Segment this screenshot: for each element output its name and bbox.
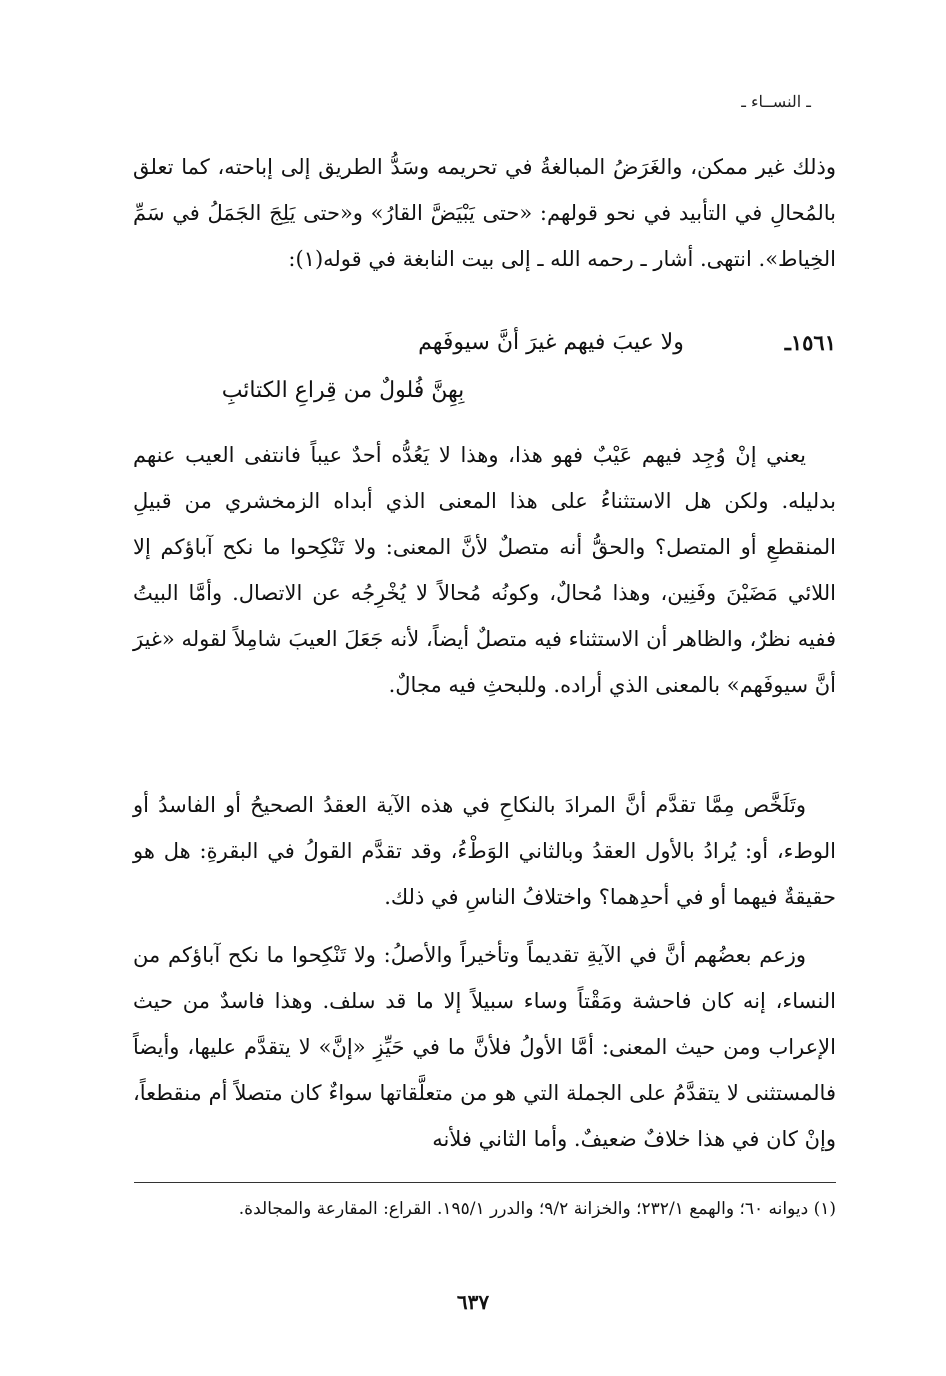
verse-line-2: بِهِنَّ فُلولٌ من قِراعِ الكتائبِ [221,378,465,403]
paragraph-2-text: يعني إنْ وُجِد فيهم عَيْبٌ فهو هذا، وهذا لا يَعُدُّه أحدٌ عيباً فانتفى العيب عنهم بدليله. ولكن هل الاستثناءُ على هذا المعنى الذي أبداه الزمخشري من قبيلِ المنقطعِ أو المتصل؟ والحقُّ أنه متصلٌ لأنَّ المعنى: ولا تَنْكِحوا ما نكح آباؤكم إلا اللائي مَضَيْنَ وفَنِين، وهذا مُحالٌ، وكونُه مُحالاً لا يُخْرِجُه عن الاتصال. وأمَّا البيتُ ففيه نظرٌ، والظاهر أن الاستثناء فيه متصلٌ أيضاً، لأنه جَعَلَ العيبَ شامِلاً لقوله «غيرَ أنَّ سيوفَهم» بالمعنى الذي أراده. وللبحثِ فيه مجالٌ. [133,443,836,697]
verse-number: ١٥٦١ـ [784,330,836,355]
footnote-divider [134,1182,836,1183]
paragraph-3 [133,782,836,920]
running-header: ـ النســاء ـ [741,92,811,111]
paragraph-1-text: وذلك غير ممكن، والغَرَضُ المبالغةُ في تحريمه وسَدُّ الطريق إلى إباحته، كما تعلق بالمُحالِ في التأبيد في نحو قولهم: «حتى يَبْيَضَّ القارُ» و«حتى يَلِجَ الجَمَلُ في سَمِّ الخِياط». انتهى. أشار ـ رحمه الله ـ إلى بيت النابغة في قوله(١): [133,155,836,271]
paragraph-1 [133,144,836,282]
paragraph-4 [133,932,836,1162]
page-number: ٦٣٧ [456,1290,490,1314]
paragraph-2 [133,432,836,708]
paragraph-3-text: وتَلَخَّص مِمَّا تقدَّم أنَّ المرادَ بالنكاحِ في هذه الآية العقدُ الصحيحُ أو الفاسدُ أو الوطء، أو: يُرادُ بالأول العقدُ وبالثاني الوَطْءُ، وقد تقدَّم القولُ في البقرةِ: هل هو حقيقةٌ فيهما أو في أحدِهما؟ واختلافُ الناسِ في ذلك. [133,793,836,909]
verse-line-1: ولا عيبَ فيهم غيرَ أنَّ سيوفَهم [418,330,684,355]
paragraph-4-text: وزعم بعضُهم أنَّ في الآيةِ تقديماً وتأخيراً والأصلُ: ولا تَنْكِحوا ما نكح آباؤكم من النساء، إنه كان فاحشة ومَقْتاً وساء سبيلاً إلا ما قد سلف. وهذا فاسدٌ من حيث الإعراب ومن حيث المعنى: أمَّا الأولُ فلأنَّ ما في حَيِّزِ «إنَّ» لا يتقدَّم عليها، وأيضاً فالمستثنى لا يتقدَّمُ على الجملة التي هو من متعلَّقاتها سواءٌ كان متصلاً أم منقطعاً، وإنْ كان في هذا خلافٌ ضعيفٌ. وأما الثاني فلأنه [133,943,836,1151]
footnote: (١) ديوانه ٦٠؛ والهمع ٢٣٢/١؛ والخزانة ٩/٢؛ والدرر ١٩٥/١. القراع: المقارعة والمجالدة. [238,1199,836,1219]
